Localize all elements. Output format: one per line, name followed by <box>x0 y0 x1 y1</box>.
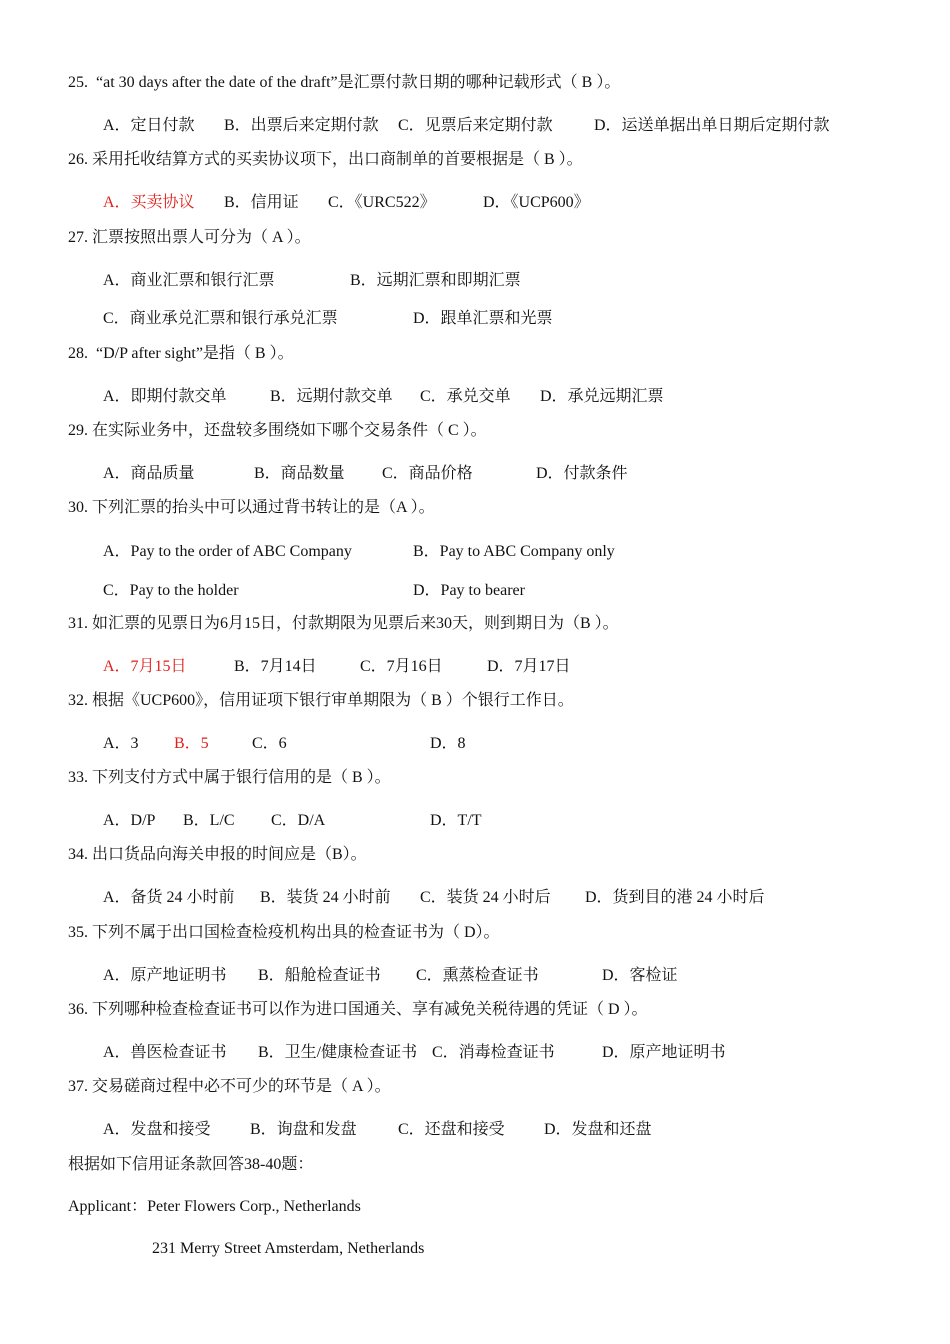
question-number: 25. <box>68 74 88 91</box>
question-25 <box>68 73 620 93</box>
question-number: 26. <box>68 151 88 168</box>
option-d: D．T/T <box>430 812 482 829</box>
question-number: 37. <box>68 1078 88 1095</box>
option-a: A．商业汇票和银行汇票 <box>103 272 275 289</box>
option-d: D．发盘和还盘 <box>544 1121 652 1138</box>
question-number: 29. <box>68 422 88 439</box>
option-a: A．买卖协议 <box>103 194 195 211</box>
option-d: D．货到目的港 24 小时后 <box>585 889 765 906</box>
applicant-address: 231 Merry Street Amsterdam, Netherlands <box>152 1240 425 1257</box>
question-stem: “D/P after sight”是指（ B ）。 <box>96 345 294 362</box>
option-b: B．卫生/健康检查证书 <box>258 1044 418 1061</box>
option-b: B．远期付款交单 <box>270 388 393 405</box>
options-27-row1 <box>0 267 950 287</box>
option-c: C．熏蒸检查证书 <box>416 967 539 984</box>
options-36 <box>0 1039 950 1059</box>
option-b: B．询盘和发盘 <box>250 1121 357 1138</box>
options-32 <box>0 730 950 750</box>
question-number: 32. <box>68 692 88 709</box>
option-a: A．Pay to the order of ABC Company <box>103 543 352 560</box>
option-c: C．装货 24 小时后 <box>420 889 551 906</box>
applicant-name: Peter Flowers Corp., Netherlands <box>147 1198 361 1215</box>
question-36 <box>68 1000 648 1020</box>
options-27-row2 <box>0 305 950 325</box>
option-a: A．7月15日 <box>103 658 187 675</box>
option-b: B．L/C <box>183 812 235 829</box>
option-b: B．商品数量 <box>254 465 345 482</box>
option-a: A．兽医检查证书 <box>103 1044 227 1061</box>
question-number: 30. <box>68 499 88 516</box>
option-a: A．原产地证明书 <box>103 967 227 984</box>
option-a: A．备货 24 小时前 <box>103 889 235 906</box>
options-31 <box>0 653 950 673</box>
option-b: B．远期汇票和即期汇票 <box>350 272 521 289</box>
option-a: A．商品质量 <box>103 465 195 482</box>
option-d: D．付款条件 <box>536 465 628 482</box>
question-33 <box>68 768 391 788</box>
option-a: A．D/P <box>103 812 156 829</box>
option-a: A．定日付款 <box>103 117 195 134</box>
question-stem: 在实际业务中，还盘较多围绕如下哪个交易条件（ C ）。 <box>92 422 487 439</box>
option-d: D．Pay to bearer <box>413 582 525 599</box>
option-c: C．D/A <box>271 812 326 829</box>
option-d: D．跟单汇票和光票 <box>413 310 553 327</box>
option-d: D．7月17日 <box>487 658 571 675</box>
question-number: 35. <box>68 924 88 941</box>
option-c: C．7月16日 <box>360 658 443 675</box>
question-stem: 根据《UCP600》，信用证项下银行审单期限为（ B ）个银行工作日。 <box>92 692 574 709</box>
option-b: B．7月14日 <box>234 658 317 675</box>
question-27 <box>68 228 311 248</box>
option-a: A．即期付款交单 <box>103 388 227 405</box>
option-a: A．3 <box>103 735 139 752</box>
options-35 <box>0 962 950 982</box>
option-b: B．5 <box>174 735 209 752</box>
question-31 <box>68 614 619 634</box>
question-34 <box>68 845 367 865</box>
options-28 <box>0 383 950 403</box>
options-25 <box>0 112 950 132</box>
option-d: D．承兑远期汇票 <box>540 388 664 405</box>
question-number: 34. <box>68 846 88 863</box>
option-d: D．《UCP600》 <box>483 194 590 211</box>
question-stem: 汇票按照出票人可分为（ A ）。 <box>92 229 311 246</box>
question-37 <box>68 1077 391 1097</box>
question-29 <box>68 421 487 441</box>
question-stem: 交易磋商过程中必不可少的环节是（ A ）。 <box>92 1078 391 1095</box>
options-37 <box>0 1116 950 1136</box>
option-d: D．客检证 <box>602 967 678 984</box>
option-c: C．商品价格 <box>382 465 473 482</box>
option-b: B．船舱检查证书 <box>258 967 381 984</box>
option-b: B．出票后来定期付款 <box>224 117 379 134</box>
options-30-row2 <box>0 577 950 597</box>
question-number: 33. <box>68 769 88 786</box>
question-stem: 下列支付方式中属于银行信用的是（ B ）。 <box>92 769 391 786</box>
question-stem: 出口货品向海关申报的时间应是（B）。 <box>92 846 367 863</box>
question-number: 28. <box>68 345 88 362</box>
question-stem: 下列哪种检查检查证书可以作为进口国通关、享有减免关税待遇的凭证（ D ）。 <box>92 1001 648 1018</box>
option-d: D．原产地证明书 <box>602 1044 726 1061</box>
options-29 <box>0 460 950 480</box>
options-33 <box>0 807 950 827</box>
question-35 <box>68 923 500 943</box>
option-c: C．6 <box>252 735 287 752</box>
question-stem: 如汇票的见票日为6月15日，付款期限为见票后来30天，则到期日为（B ）。 <box>92 615 619 632</box>
option-c: C．Pay to the holder <box>103 582 239 599</box>
option-c: C．承兑交单 <box>420 388 511 405</box>
question-28 <box>68 344 294 364</box>
question-30 <box>68 498 435 518</box>
options-34 <box>0 884 950 904</box>
option-d: D．运送单据出单日期后定期付款 <box>594 117 830 134</box>
question-number: 36. <box>68 1001 88 1018</box>
question-stem: 下列不属于出口国检查检疫机构出具的检查证书为（ D）。 <box>92 924 500 941</box>
option-a: A．发盘和接受 <box>103 1121 211 1138</box>
question-stem: 采用托收结算方式的买卖协议项下，出口商制单的首要根据是（ B ）。 <box>92 151 583 168</box>
question-stem: 下列汇票的抬头中可以通过背书转让的是（A ）。 <box>92 499 435 516</box>
lc-intro: 根据如下信用证条款回答38-40题： <box>68 1156 314 1173</box>
question-26 <box>68 150 583 170</box>
options-26 <box>0 189 950 209</box>
option-b: B．装货 24 小时前 <box>260 889 391 906</box>
option-b: B．Pay to ABC Company only <box>413 543 615 560</box>
applicant-label: Applicant： <box>68 1198 148 1215</box>
options-30-row1 <box>0 538 950 558</box>
question-number: 31. <box>68 615 88 632</box>
option-c: C．还盘和接受 <box>398 1121 505 1138</box>
option-b: B．信用证 <box>224 194 299 211</box>
question-32 <box>68 691 574 711</box>
question-number: 27. <box>68 229 88 246</box>
question-stem: “at 30 days after the date of the draft”是汇票付款日期的哪种记载形式（ B ）。 <box>96 74 621 91</box>
applicant-line <box>68 1197 361 1217</box>
option-d: D．8 <box>430 735 466 752</box>
option-c: C．商业承兑汇票和银行承兑汇票 <box>103 310 338 327</box>
option-c: C．见票后来定期付款 <box>398 117 553 134</box>
option-c: C．《URC522》 <box>328 194 436 211</box>
option-c: C．消毒检查证书 <box>432 1044 555 1061</box>
